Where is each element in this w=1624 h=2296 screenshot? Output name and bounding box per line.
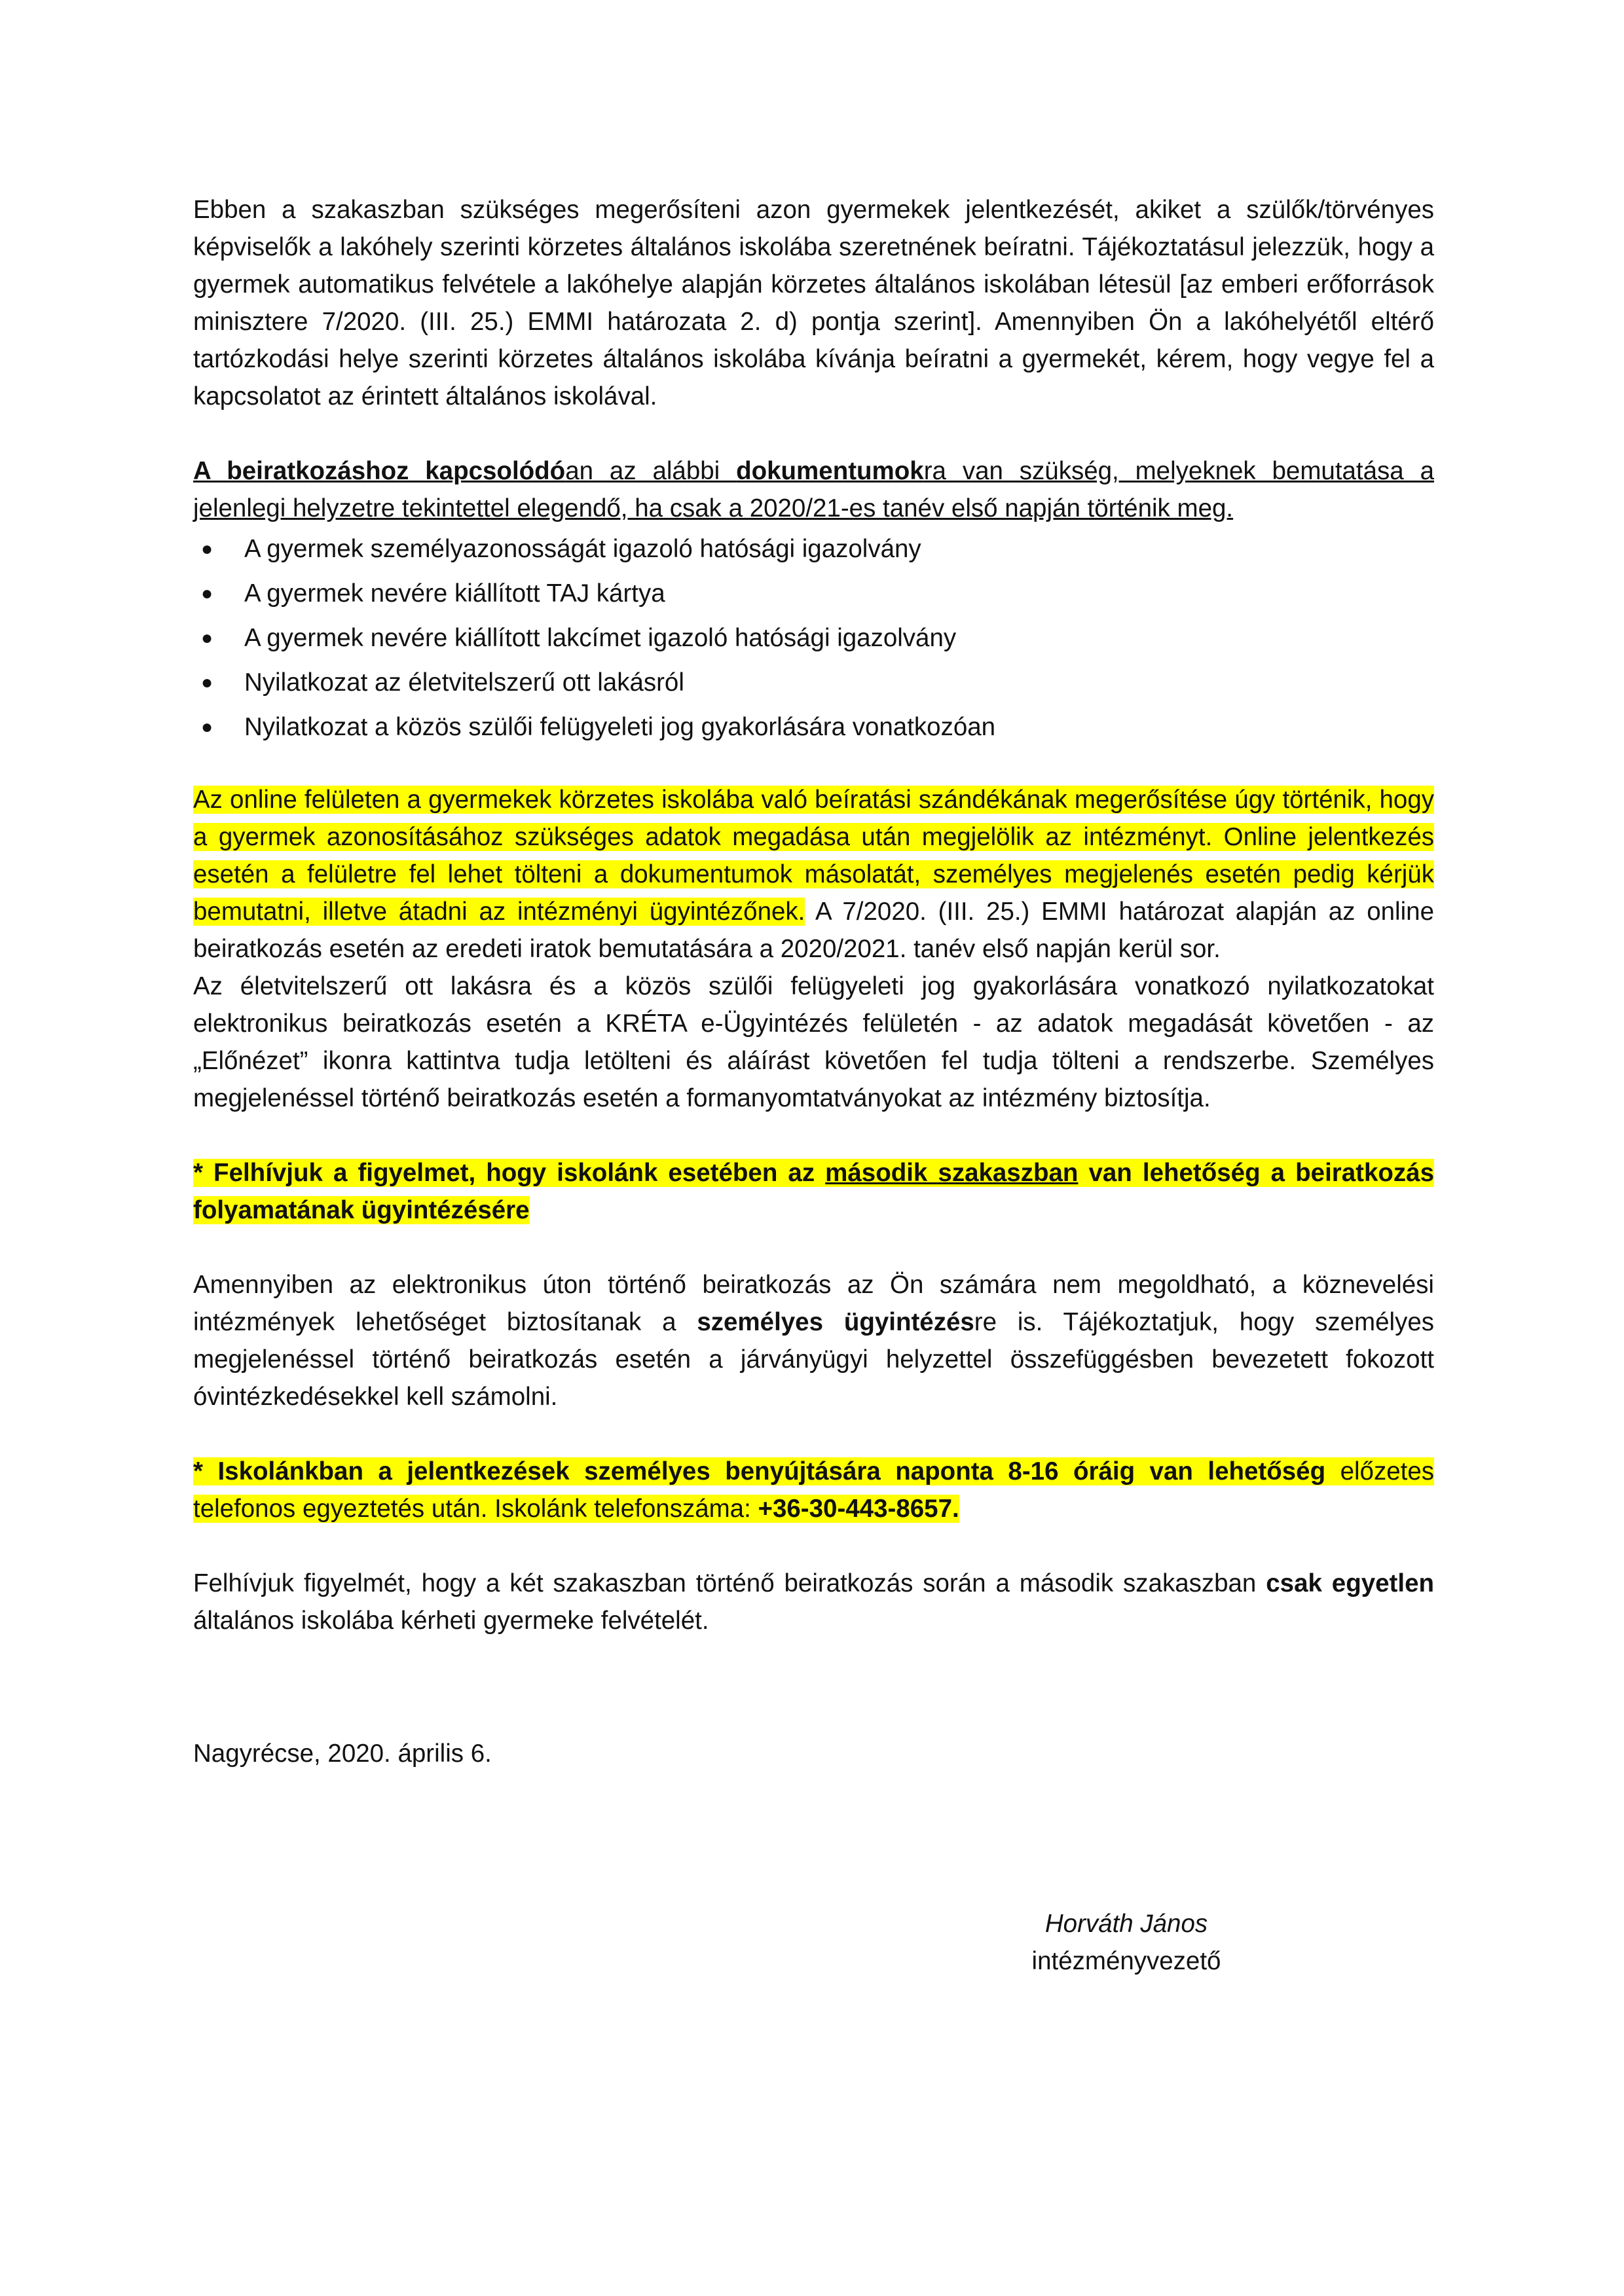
place-date: Nagyrécse, 2020. április 6.: [193, 1740, 492, 1768]
list-item: ● Nyilatkozat a közös szülői felügyeleti jog gyakorlására vonatkozóan: [193, 705, 1434, 750]
notice-second-phase: * Felhívjuk a figyelmet, hogy iskolánk esetében az második szakaszban van lehetőség a beiratkozás folyamatának ügyintézésére: [193, 1159, 1434, 1224]
online-paragraph: [193, 781, 1434, 968]
bullet-icon: ●: [200, 672, 213, 693]
documents-lead-bold-2: dokumentumok: [736, 457, 924, 485]
online-highlighted-text: Az online felületen a gyermekek körzetes iskolába való beíratási szándékának megerősítése úgy történik, hogy a gyermek azonosításához szükséges adatok megadása után megjelölik az intézményt. Online jelentkezés esetén a felületre fel lehet tölteni a dokumentumok másolatát, személyes megjelenés esetén pedig kérjük bemutatni, illetve átadni az intézményi ügyintézőnek.: [193, 786, 1434, 926]
personal-bold: személyes ügyintézés: [697, 1308, 974, 1336]
declarations-paragraph: Az életvitelszerű ott lakásra és a közös szülői felügyeleti jog gyakorlására vonatkozó nyilatkozatokat elektronikus beiratkozás esetén a KRÉTA e-Ügyintézés felületén - az adatok megadását követően - az „Előnézet” ikonra kattintva tudja letölteni és aláírást követően fel tudja tölteni a rendszerbe. Személyes megjelenéssel történő beiratkozás esetén a formanyomtatványokat az intézmény biztosítja.: [193, 972, 1434, 1112]
signatory-name: Horváth János: [1044, 1910, 1208, 1938]
documents-lead: [193, 452, 1434, 527]
list-item: ● A gyermek nevére kiállított lakcímet igazoló hatósági igazolvány: [193, 616, 1434, 661]
final-note-bold: csak egyetlen: [1266, 1569, 1434, 1597]
notice-underlined: második szakaszban: [825, 1159, 1079, 1187]
notice-office-hours: * Iskolánkban a jelentkezések személyes benyújtására naponta 8-16 óráig van lehetőség előzetes telefonos egyeztetés után. Iskolánk telefonszáma: +36-30-443-8657.: [193, 1457, 1434, 1523]
bullet-icon: ●: [200, 627, 213, 649]
list-item: ● Nyilatkozat az életvitelszerű ott lakásról: [193, 661, 1434, 705]
signatory-title: intézményvezető: [1031, 1947, 1221, 1975]
online-rest-text: A 7/2020. (III. 25.) EMMI határozat alapján az online beiratkozás esetén az eredeti iratok bemutatására a 2020/2021. tanév első napján kerül sor.: [193, 898, 1434, 963]
documents-lead-text-1: an az alábbi: [565, 457, 737, 485]
bullet-icon: ●: [200, 716, 213, 738]
bullet-icon: ●: [200, 538, 213, 560]
documents-lead-bold-1: A beiratkozáshoz kapcsolódó: [193, 457, 566, 485]
personal-paragraph: Amennyiben az elektronikus úton történő beiratkozás az Ön számára nem megoldható, a köznevelési intézmények lehetőséget biztosítanak a személyes ügyintézésre is. Tájékoztatjuk, hogy személyes megjelenéssel történő beiratkozás esetén a járványügyi helyzettel összefüggésben bevezetett fokozott óvintézkedésekkel kell számolni.: [193, 1271, 1434, 1411]
phone-number: +36-30-443-8657.: [758, 1495, 959, 1523]
bullet-icon: ●: [200, 583, 213, 604]
document-body: [193, 191, 1434, 1639]
signature-block: [917, 1905, 1336, 1980]
list-item: ● A gyermek nevére kiállított TAJ kártya: [193, 572, 1434, 616]
list-item: ● A gyermek személyazonosságát igazoló hatósági igazolvány: [193, 527, 1434, 572]
intro-paragraph: Ebben a szakaszban szükséges megerősíteni azon gyermekek jelentkezését, akiket a szülők/törvényes képviselők a lakóhely szerinti körzetes általános iskolába szeretnének beíratni. Tájékoztatásul jelezzük, hogy a gyermek automatikus felvétele a lakóhelye alapján körzetes általános iskolában létesül [az emberi erőforrások minisztere 7/2020. (III. 25.) EMMI határozata 2. d) pontja szerint]. Amennyiben Ön a lakóhelyétől eltérő tartózkodási helye szerinti körzetes általános iskolába kívánja beíratni a gyermekét, kérem, hogy vegye fel a kapcsolatot az érintett általános iskolával.: [193, 196, 1434, 410]
documents-lead-text-2: ra van szükség, melyeknek bemutatása a jelenlegi helyzetre tekintettel elegendő, ha csak a 2020/21-es tanév első napján történik meg.: [193, 457, 1434, 522]
final-note-paragraph: Felhívjuk figyelmét, hogy a két szakaszban történő beiratkozás során a második szakaszban csak egyetlen általános iskolába kérheti gyermeke felvételét.: [193, 1569, 1434, 1635]
documents-list: [193, 527, 1434, 750]
